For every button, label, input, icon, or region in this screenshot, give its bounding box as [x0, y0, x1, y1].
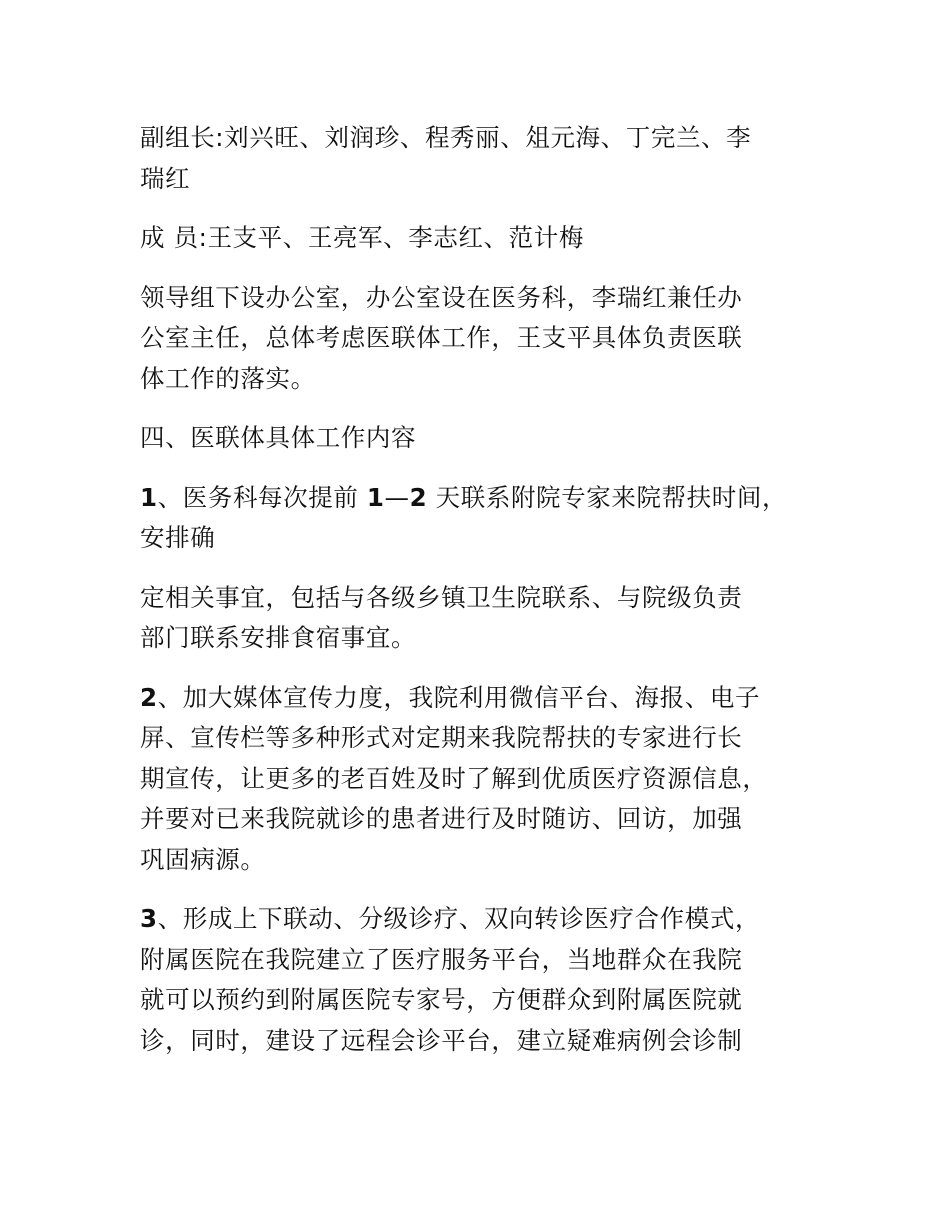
text-fragment: 、加大媒体宣传力度，我院利用微信平台、海报、电子 [157, 682, 761, 712]
text-line: 就可以预约到附属医院专家号，方便群众到附属医院就 [140, 985, 743, 1014]
number-fragment: 2 [409, 482, 428, 512]
text-line: 四、医联体具体工作内容 [140, 423, 417, 452]
text-line [140, 899, 830, 940]
paragraph-item-1-continued [140, 578, 830, 659]
text-line: 部门联系安排食宿事宜。 [140, 623, 417, 652]
text-line: 附属医院在我院建立了医疗服务平台，当地群众在我院 [140, 944, 743, 974]
text-line: 诊，同时，建设了远程会诊平台，建立疑难病例会诊制 [140, 1025, 743, 1055]
text-line: 屏、宣传栏等多种形式对定期来我院帮扶的专家进行长 [140, 723, 743, 752]
text-line: 期宣传，让更多的老百姓及时了解到优质医疗资源信息， [140, 763, 768, 793]
text-line [140, 478, 830, 519]
text-line: 公室主任，总体考虑医联体工作，王支平具体负责医联 [140, 323, 743, 352]
document-body [140, 118, 830, 1061]
text-line: 并要对已来我院就诊的患者进行及时随访、回访，加强 [140, 804, 743, 833]
number-fragment: 1 [366, 482, 385, 512]
item-number: 2 [140, 682, 158, 712]
paragraph-members [140, 218, 830, 259]
text-line: 体工作的落实。 [140, 363, 316, 393]
dash-fragment: — [384, 482, 410, 512]
paragraph-item-3 [140, 899, 830, 1061]
text-line [140, 678, 830, 719]
text-line: 定相关事宜，包括与各级乡镇卫生院联系、与院级负责 [140, 582, 743, 612]
text-line: 成 员:王支平、王亮军、李志红、范计梅 [140, 223, 584, 252]
paragraph-office [140, 278, 830, 400]
item-number: 3 [140, 904, 158, 933]
text-line: 巩固病源。 [140, 844, 266, 874]
text-line: 领导组下设办公室，办公室设在医务科，李瑞红兼任办 [140, 282, 743, 312]
section-heading [140, 418, 830, 459]
text-line: 副组长:刘兴旺、刘润珍、程秀丽、俎元海、丁完兰、李 [140, 123, 752, 152]
item-number: 1 [140, 482, 158, 512]
paragraph-item-2 [140, 678, 830, 881]
text-line: 瑞红 [140, 163, 191, 193]
text-fragment: 天联系附院专家来院帮扶时间， [427, 482, 788, 512]
text-fragment: 、形成上下联动、分级诊疗、双向转诊医疗合作模式， [157, 904, 761, 933]
paragraph-deputy-leaders [140, 118, 830, 199]
text-line: 安排确 [140, 523, 216, 552]
text-fragment: 、医务科每次提前 [157, 482, 367, 512]
paragraph-item-1 [140, 478, 830, 559]
